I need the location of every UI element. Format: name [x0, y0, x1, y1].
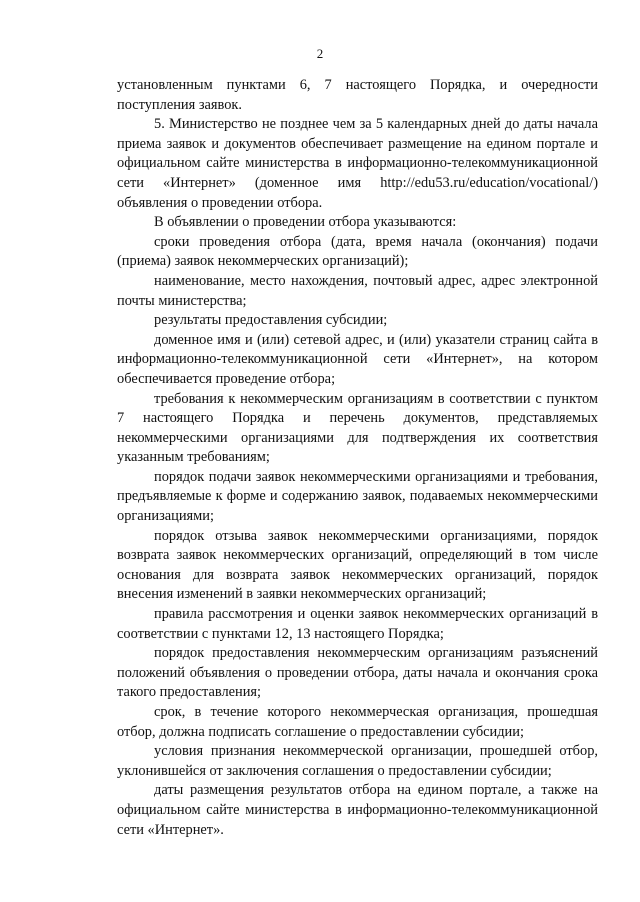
list-item-requirements: требования к некоммерческим организациям в соответствии с пунктом 7 настоящего Порядка и перечень документов, представляемых некоммерческими организациями для подтверждения их соответствия указанным требованиям;: [117, 390, 598, 466]
list-item-results-publication: даты размещения результатов отбора на едином портале, а также на официальном сайте министерства в информационно-телекоммуникационной сети «Интернет».: [117, 782, 598, 838]
document-body: [117, 76, 598, 840]
list-item-domain-name: доменное имя и (или) сетевой адрес, и (или) указатели страниц сайта в информационно-телекоммуникационной сети «Интернет», на котором обеспечивается проведение отбора;: [117, 331, 598, 387]
list-item-subsidy-results: результаты предоставления субсидии;: [154, 312, 388, 329]
list-item-evaluation-rules: правила рассмотрения и оценки заявок некоммерческих организаций в соответствии с пунктами 12, 13 настоящего Порядка;: [117, 606, 598, 642]
page-number: 2: [316, 46, 324, 61]
list-item-clarifications: порядок предоставления некоммерческим организациям разъяснений положений объявления о проведении отбора, даты начала и окончания срока такого предоставления;: [117, 645, 598, 701]
paragraph-item-5: 5. Министерство не позднее чем за 5 календарных дней до даты начала приема заявок и документов обеспечивает размещение на едином портале и официальном сайте министерства в информационно-телекоммуникационной сети «Интернет» (доменное имя http://edu53.ru/education/vocational/) объявления о проведении отбора.: [117, 116, 598, 211]
list-item-signing-deadline: срок, в течение которого некоммерческая организация, прошедшая отбор, должна подписать соглашение о предоставлении субсидии;: [117, 704, 598, 740]
list-item-deadlines: сроки проведения отбора (дата, время начала (окончания) подачи (приема) заявок некоммерческих организаций);: [117, 233, 598, 270]
list-item-ministry-address: наименование, место нахождения, почтовый адрес, адрес электронной почты министерства;: [117, 272, 598, 309]
list-item-withdrawal-procedure: порядок отзыва заявок некоммерческими организациями, порядок возврата заявок некоммерческих организаций, определяющий в том числе основания для возврата заявок некоммерческих организаций, порядок внесения изменений в заявки некоммерческих организаций;: [117, 527, 598, 603]
list-item-submission-procedure: порядок подачи заявок некоммерческими организациями и требования, предъявляемые к форме и содержанию заявок, подаваемых некоммерческими организациями;: [117, 468, 598, 525]
paragraph-continuation: установленным пунктами 6, 7 настоящего Порядка, и очередности поступления заявок.: [117, 77, 598, 113]
paragraph-announcement-intro: В объявлении о проведении отбора указываются:: [154, 214, 457, 231]
list-item-evasion-conditions: условия признания некоммерческой организации, прошедшей отбор, уклонившейся от заключения соглашения о предоставлении субсидии;: [117, 743, 598, 779]
